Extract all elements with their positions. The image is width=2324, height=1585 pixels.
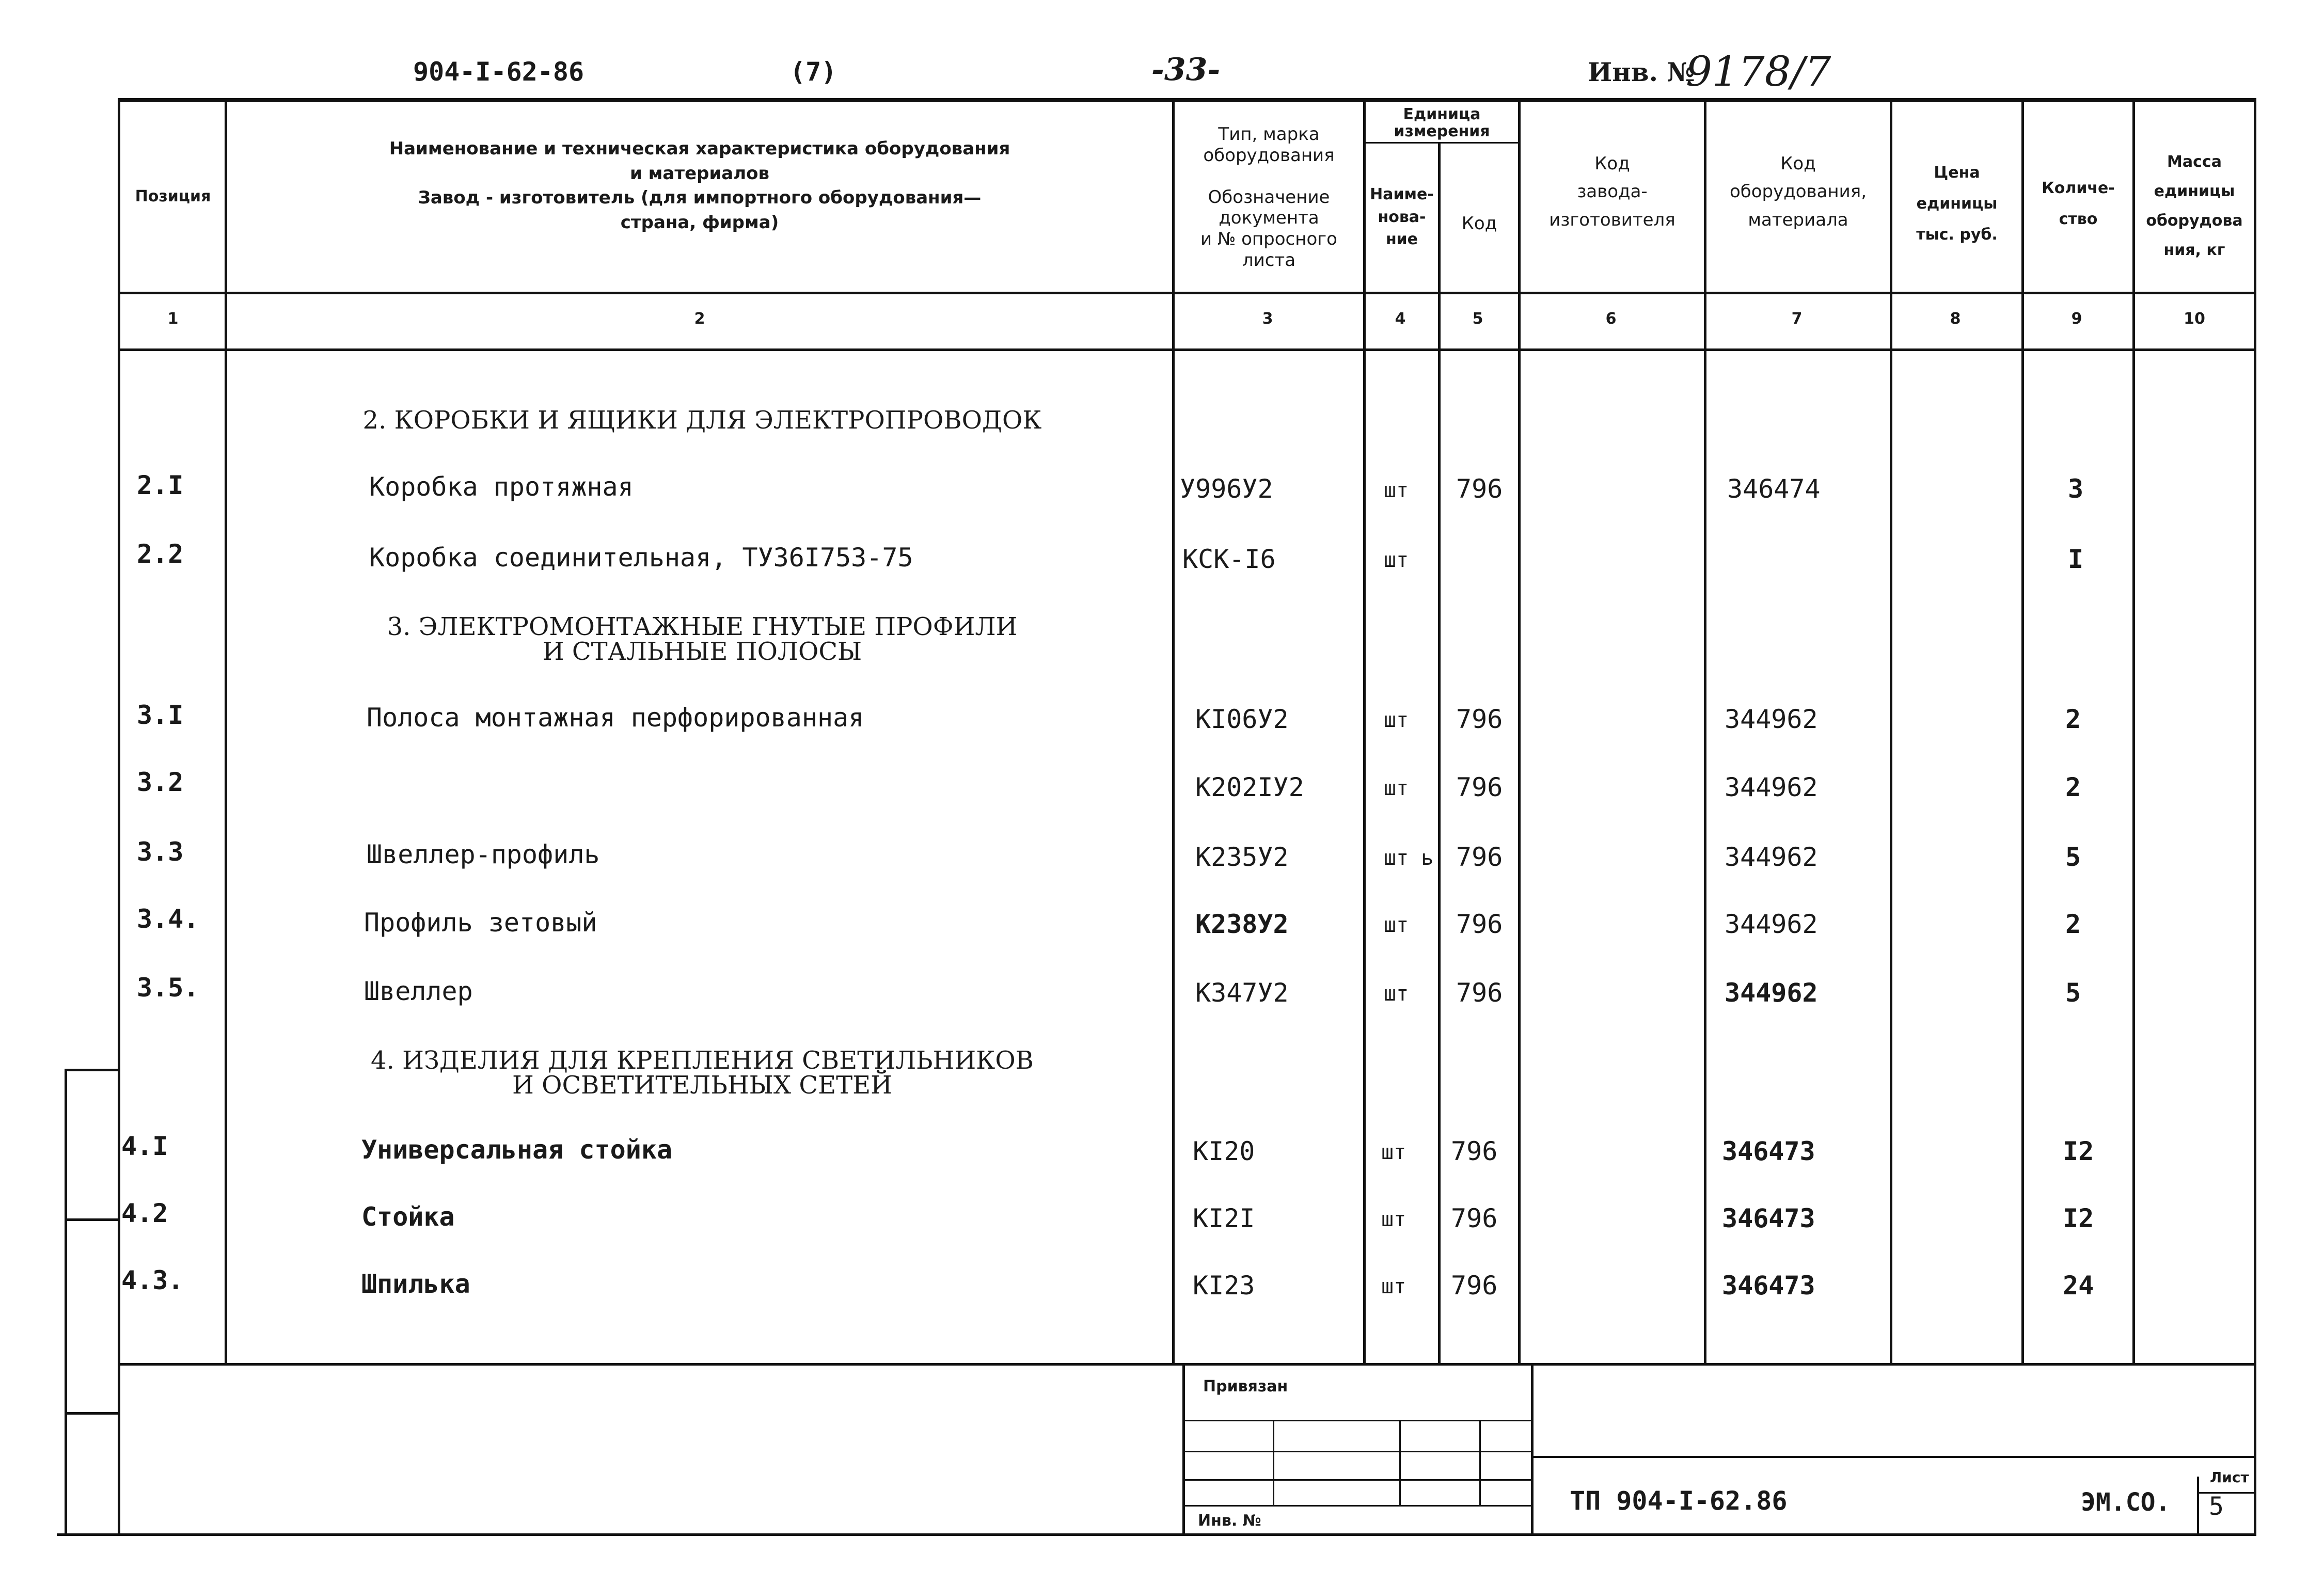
stamp-left-border (1182, 1363, 1185, 1536)
row-quantity: 3 (2068, 474, 2084, 504)
row-quantity: I2 (2063, 1203, 2094, 1233)
row-name: Коробка протяжная (369, 472, 634, 502)
row-unit: шт ь (1384, 846, 1434, 870)
col-number-5: 5 (1472, 310, 1483, 328)
col-sep-6 (1704, 98, 1706, 1363)
header-divider (119, 292, 2256, 294)
row-quantity: 5 (2065, 842, 2081, 872)
row-unit-code: 796 (1456, 909, 1503, 939)
row-type: КСК-I6 (1182, 544, 1276, 574)
row-type: КI2I (1193, 1203, 1255, 1233)
header-mass: Масса единицы оборудова ния, кг (2146, 153, 2243, 259)
row-unit: шт (1384, 776, 1409, 800)
row-name: Стойка (361, 1202, 455, 1232)
col-sep-5 (1518, 98, 1521, 1363)
stamp-inv-no: Инв. № (1198, 1512, 1261, 1530)
row-type: КI06У2 (1195, 704, 1289, 734)
row-type: КI20 (1193, 1136, 1255, 1166)
side-stamp-top (65, 1069, 119, 1071)
side-stamp-mid2 (65, 1412, 119, 1415)
row-name: Швеллер-профиль (367, 839, 600, 869)
row-unit: шт (1381, 1275, 1406, 1298)
row-quantity: I2 (2063, 1136, 2094, 1166)
col-sep-7 (1890, 98, 1892, 1363)
row-equipment-code: 346473 (1722, 1136, 1815, 1166)
row-quantity: 24 (2063, 1271, 2094, 1301)
stamp-grid-line-1 (1182, 1420, 1531, 1421)
frame-left-border (118, 98, 120, 1536)
row-equipment-code: 346474 (1727, 474, 1821, 504)
row-unit-code: 796 (1456, 704, 1503, 734)
stamp-sheet-divider (2197, 1477, 2199, 1536)
row-name: Полоса монтажная перфорированная (367, 703, 864, 733)
col-number-4: 4 (1395, 310, 1406, 328)
row-quantity: 2 (2065, 704, 2081, 734)
stamp-title-divider (1531, 1456, 2254, 1458)
stamp-grid-line-4 (1182, 1505, 1531, 1507)
col-sep-3 (1363, 98, 1366, 1363)
row-position: 4.I (121, 1131, 168, 1161)
row-type: К347У2 (1195, 978, 1289, 1008)
side-stamp-mid1 (65, 1218, 119, 1221)
row-unit: шт (1384, 548, 1409, 572)
row-unit-code: 796 (1451, 1136, 1498, 1166)
stamp-top-border (119, 1363, 2256, 1366)
row-equipment-code: 344962 (1725, 772, 1818, 802)
row-equipment-code: 344962 (1725, 909, 1818, 939)
row-name: Шпилька (361, 1269, 470, 1299)
row-position: 2.2 (137, 539, 184, 569)
row-unit: шт (1381, 1208, 1406, 1231)
col-sep-9 (2132, 98, 2135, 1363)
row-unit-code: 796 (1451, 1203, 1498, 1233)
col-sep-2 (1172, 98, 1175, 1363)
row-type: У996У2 (1180, 474, 1273, 504)
stamp-grid-col-2 (1399, 1420, 1401, 1505)
row-position: 3.5. (137, 973, 199, 1003)
frame-right-border (2254, 98, 2256, 1536)
col-number-10: 10 (2184, 310, 2205, 328)
row-equipment-code: 344962 (1725, 978, 1818, 1008)
row-equipment-code: 346473 (1722, 1203, 1815, 1233)
row-unit-code: 796 (1451, 1271, 1498, 1301)
header-equipment-code: Код оборудования, материала (1729, 153, 1867, 230)
row-quantity: 2 (2065, 909, 2081, 939)
row-position: 3.4. (137, 904, 199, 934)
header-bottom-border (119, 348, 2256, 351)
stamp-section-code: ЭМ.СО. (2081, 1488, 2171, 1517)
section-heading-4: 4. ИЗДЕЛИЯ ДЛЯ КРЕПЛЕНИЯ СВЕТИЛЬНИКОВ И ОСВЕТИТЕЛЬНЫХ СЕТЕЙ (371, 1046, 1034, 1100)
row-unit: шт (1384, 913, 1409, 937)
row-position: 2.I (137, 470, 184, 500)
unit-group-divider (1363, 142, 1518, 144)
stamp-grid-col-1 (1273, 1420, 1274, 1505)
col-sep-1 (225, 98, 227, 1363)
row-position: 3.I (137, 700, 184, 730)
row-type: К238У2 (1195, 909, 1289, 939)
stamp-privyazan: Привязан (1203, 1377, 1288, 1396)
row-type: КI23 (1193, 1271, 1255, 1301)
row-name: Универсальная стойка (361, 1135, 673, 1165)
header-quantity: Количе- ство (2042, 179, 2115, 228)
row-type: К202IУ2 (1195, 772, 1304, 802)
inv-label: Инв. № (1588, 57, 1695, 87)
col-number-3: 3 (1262, 310, 1273, 328)
frame-bottom-border (57, 1533, 2256, 1536)
side-stamp-left (65, 1069, 67, 1536)
stamp-doc-code: ТП 904-I-62.86 (1570, 1486, 1788, 1516)
col-number-7: 7 (1791, 310, 1803, 328)
col-number-1: 1 (167, 310, 179, 328)
row-unit-code: 796 (1456, 842, 1503, 872)
col-sep-4 (1438, 142, 1441, 1363)
header-factory-code: Код завода- изготовителя (1549, 153, 1675, 230)
stamp-sheet-number: 5 (2209, 1492, 2224, 1521)
row-type: К235У2 (1195, 842, 1289, 872)
header-unit-code: Код (1461, 213, 1497, 234)
header-position: Позиция (135, 187, 211, 205)
row-unit: шт (1384, 479, 1409, 502)
stamp-grid-line-2 (1182, 1451, 1531, 1452)
stamp-sheet-label-line (2197, 1492, 2254, 1494)
header-unit-name: Наиме- нова- ние (1370, 185, 1434, 248)
row-unit-code: 796 (1456, 474, 1503, 504)
row-position: 4.2 (121, 1198, 168, 1228)
row-name: Коробка соединительная, ТУ36I753-75 (369, 543, 913, 573)
doc-code-top: 904-I-62-86 (413, 57, 584, 87)
row-unit-code: 796 (1456, 978, 1503, 1008)
row-name: Профиль зетовый (364, 908, 597, 938)
row-name: Швеллер (364, 976, 473, 1006)
header-name: Наименование и техническая характеристика оборудования и материалов Завод - изготовитель (для импортного оборудования— страна, фирма) (389, 138, 1010, 233)
row-unit: шт (1384, 708, 1409, 732)
stamp-grid-line-3 (1182, 1479, 1531, 1481)
col-number-2: 2 (694, 310, 705, 328)
row-equipment-code: 344962 (1725, 842, 1818, 872)
col-number-8: 8 (1950, 310, 1961, 328)
row-quantity: 5 (2065, 978, 2081, 1008)
col-number-6: 6 (1605, 310, 1617, 328)
stamp-middle-border (1531, 1363, 1533, 1536)
row-unit: шт (1381, 1140, 1406, 1164)
row-quantity: I (2068, 544, 2084, 574)
row-equipment-code: 346473 (1722, 1271, 1815, 1301)
row-quantity: 2 (2065, 772, 2081, 802)
row-position: 4.3. (121, 1265, 184, 1295)
section-heading-2: 2. КОРОБКИ И ЯЩИКИ ДЛЯ ЭЛЕКТРОПРОВОДОК (362, 406, 1042, 435)
section-heading-3: 3. ЭЛЕКТРОМОНТАЖНЫЕ ГНУТЫЕ ПРОФИЛИ И СТАЛЬНЫЕ ПОЛОСЫ (387, 612, 1018, 666)
table-top-border-2 (119, 101, 2256, 102)
col-sep-8 (2021, 98, 2024, 1363)
row-unit-code: 796 (1456, 772, 1503, 802)
header-unit-group: Единица измерения (1394, 105, 1490, 140)
row-unit: шт (1384, 982, 1409, 1006)
stamp-sheet-label: Лист (2210, 1469, 2249, 1486)
header-price: Цена единицы тыс. руб. (1916, 164, 1998, 244)
row-position: 3.3 (137, 837, 184, 867)
stamp-grid-col-3 (1479, 1420, 1481, 1505)
header-type: Тип, марка оборудования Обозначение документа и № опросного листа (1200, 124, 1337, 271)
row-equipment-code: 344962 (1725, 704, 1818, 734)
col-number-9: 9 (2071, 310, 2082, 328)
sheet-part: (7) (790, 57, 837, 87)
row-position: 3.2 (137, 767, 184, 797)
inv-number: 9178/7 (1686, 47, 1831, 96)
page-number: -33- (1151, 52, 1221, 88)
